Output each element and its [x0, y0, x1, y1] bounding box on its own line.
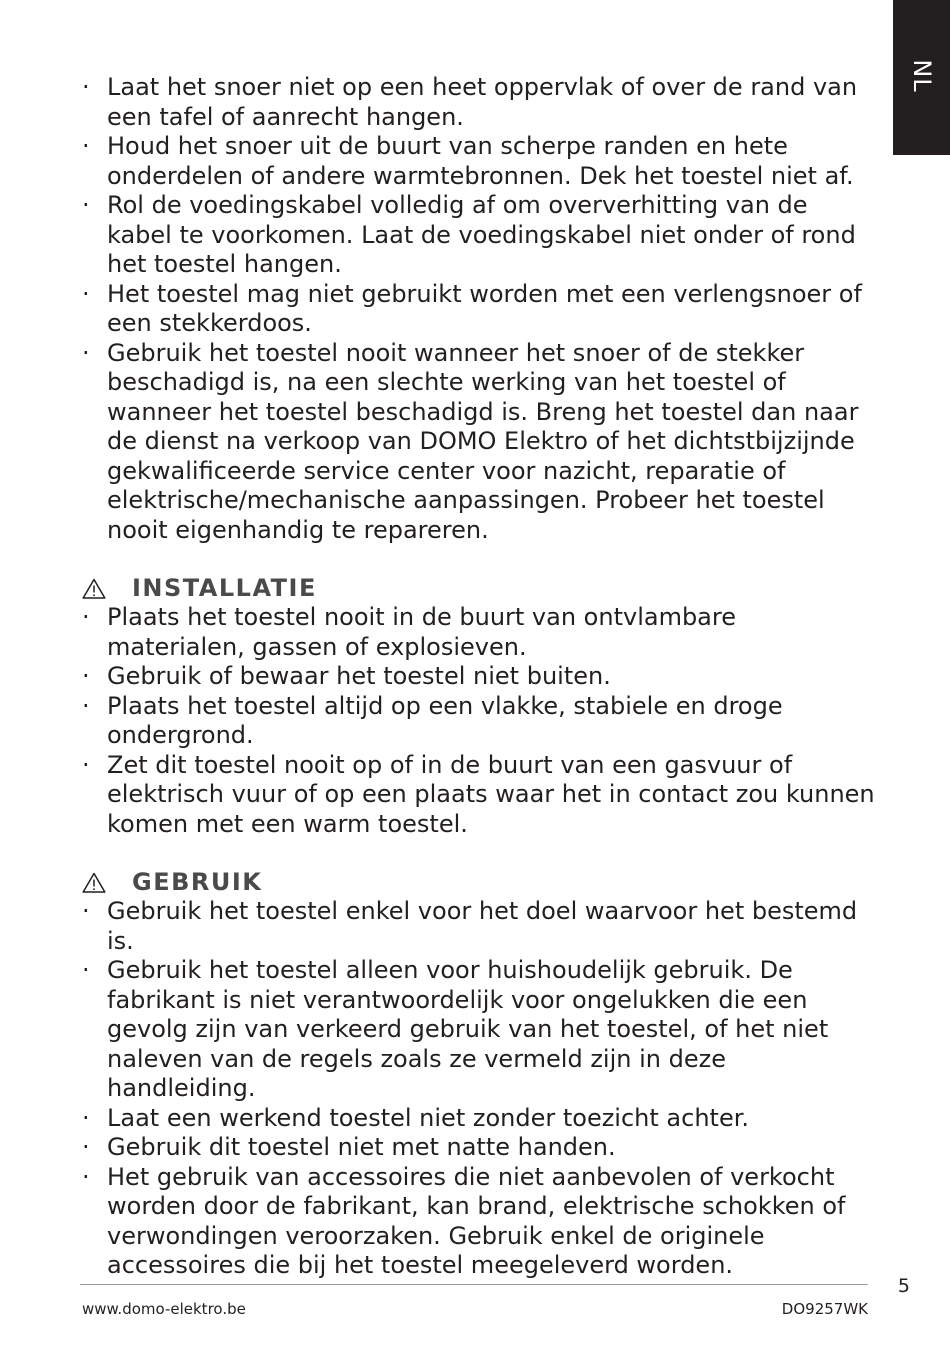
footer-model-number: DO9257WK [781, 1300, 868, 1318]
installatie-heading-text: INSTALLATIE [132, 574, 317, 602]
page-number: 5 [897, 1275, 910, 1297]
list-item: · Gebruik dit toestel niet met natte handen. [80, 1133, 875, 1163]
installatie-list [80, 603, 875, 839]
list-item: · Zet dit toestel nooit op of in de buurt van een gasvuur of elektrisch vuur of op een plaats waar het in contact zou kunnen komen met een warm toestel. [80, 751, 875, 840]
list-item: · Gebruik het toestel enkel voor het doel waarvoor het bestemd is. [80, 897, 875, 956]
list-item: · Houd het snoer uit de buurt van scherpe randen en hete onderdelen of andere warmtebronnen. Dek het toestel niet af. [80, 132, 875, 191]
gebruik-heading-text: GEBRUIK [132, 868, 263, 896]
footer-divider [80, 1284, 868, 1285]
list-item: · Het toestel mag niet gebruikt worden met een verlengsnoer of een stekkerdoos. [80, 280, 875, 339]
list-item: · Plaats het toestel altijd op een vlakke, stabiele en droge ondergrond. [80, 692, 875, 751]
list-item: · Plaats het toestel nooit in de buurt van ontvlambare materialen, gassen of explosieven. [80, 603, 875, 662]
list-item: · Laat het snoer niet op een heet oppervlak of over de rand van een tafel of aanrecht hangen. [80, 73, 875, 132]
warning-triangle-icon [82, 872, 106, 893]
gebruik-heading [80, 867, 875, 897]
warning-triangle-icon [82, 578, 106, 599]
page-content [80, 73, 875, 1281]
language-tab-label: NL [907, 59, 936, 93]
list-item: · Het gebruik van accessoires die niet aanbevolen of verkocht worden door de fabrikant, kan brand, elektrische schokken of verwondingen veroorzaken. Gebruik enkel de originele accessoires die bij het toestel meegeleverd worden. [80, 1163, 875, 1281]
list-item: · Gebruik het toestel nooit wanneer het snoer of de stekker beschadigd is, na een slechte werking van het toestel of wanneer het toestel beschadigd is. Breng het toestel dan naar de dienst na verkoop van DOMO Elektro of het dichtstbijzijnde gekwalificeerde service center voor nazicht, reparatie of elektrische/mechanische aanpassingen. Probeer het toestel nooit eigenhandig te repareren. [80, 339, 875, 546]
footer-website: www.domo-elektro.be [82, 1300, 246, 1318]
list-item: · Gebruik of bewaar het toestel niet buiten. [80, 662, 875, 692]
installatie-heading [80, 573, 875, 603]
list-item: · Gebruik het toestel alleen voor huishoudelijk gebruik. De fabrikant is niet verantwoordelijk voor ongelukken die een gevolg zijn van verkeerd gebruik van het toestel, of het niet naleven van de regels zoals ze vermeld zijn in deze handleiding. [80, 956, 875, 1104]
gebruik-list [80, 897, 875, 1281]
intro-safety-list [80, 73, 875, 545]
list-item: · Rol de voedingskabel volledig af om oververhitting van de kabel te voorkomen. Laat de voedingskabel niet onder of rond het toestel hangen. [80, 191, 875, 280]
language-tab [893, 0, 950, 155]
list-item: · Laat een werkend toestel niet zonder toezicht achter. [80, 1104, 875, 1134]
